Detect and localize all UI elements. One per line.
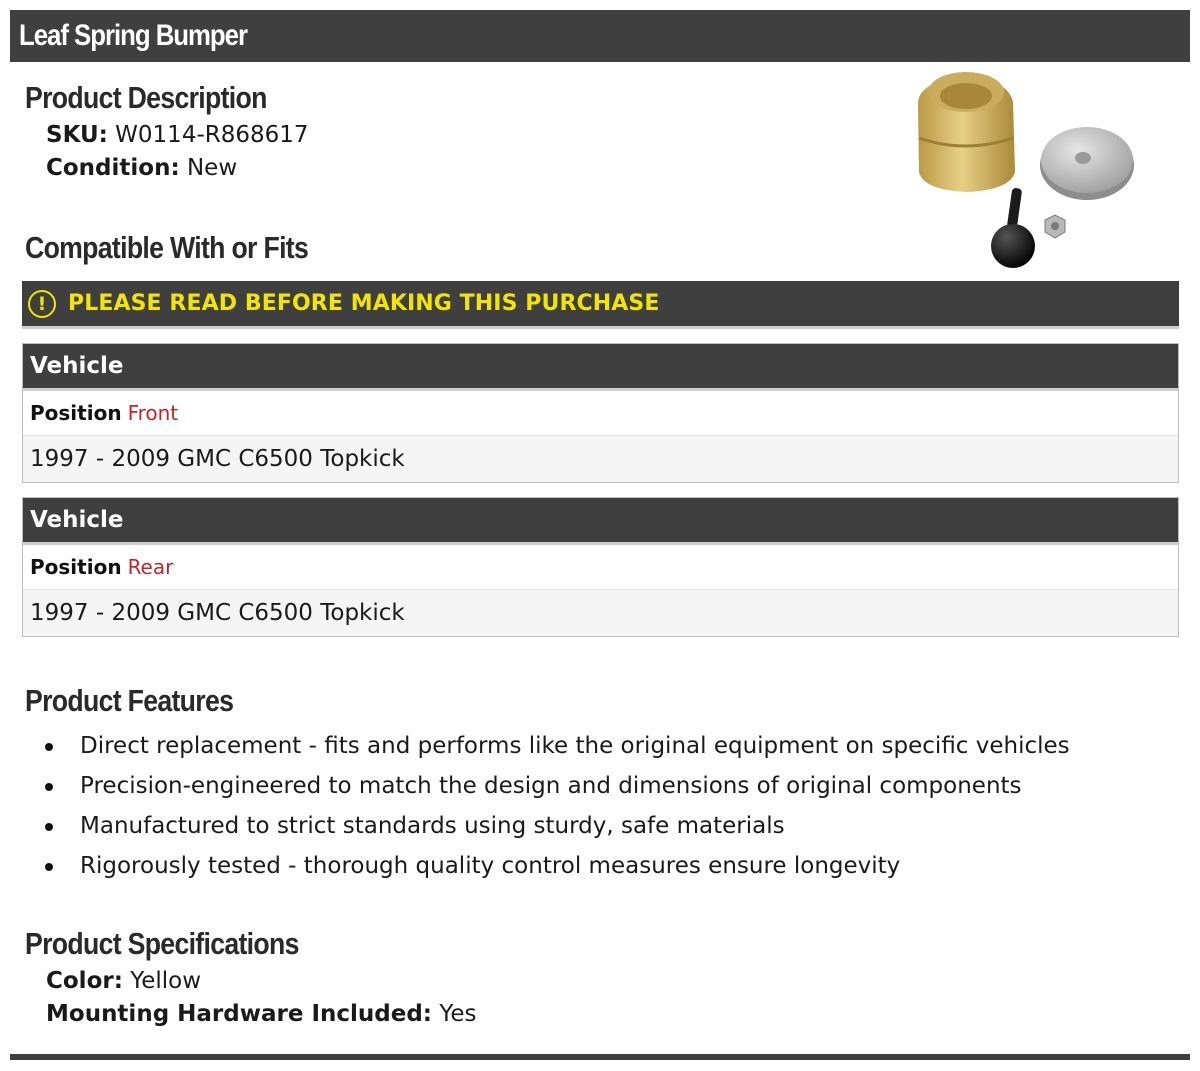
vehicle-header-label: Vehicle [30,353,124,379]
title-bar [10,10,1190,62]
vehicle-row: 1997 - 2009 GMC C6500 Topkick [23,436,1178,482]
condition-label: Condition: [46,155,180,181]
vehicle-table-header [23,344,1178,391]
color-value: Yellow [130,968,202,994]
product-features-heading: Product Features [25,683,234,718]
feature-item: Manufactured to strict standards using sturdy, safe materials [45,806,1070,846]
position-value: Rear [127,555,174,579]
feature-item: Precision-engineered to match the design and dimensions of original components [45,766,1070,806]
vehicle-header-label: Vehicle [30,507,124,533]
product-description-heading: Product Description [25,80,267,115]
feature-item: Rigorously tested - thorough quality control measures ensure longevity [45,846,1070,886]
vehicle-table-rear [22,497,1179,637]
vehicle-row: 1997 - 2009 GMC C6500 Topkick [23,590,1178,636]
condition-line [46,155,237,181]
warning-text: PLEASE READ BEFORE MAKING THIS PURCHASE [68,291,660,316]
sku-label: SKU: [46,122,108,148]
vehicle-table-front [22,343,1179,483]
sku-line [46,122,309,148]
exclamation-circle-icon: ! [28,290,56,318]
product-specifications-heading: Product Specifications [25,926,299,961]
position-row [23,545,1178,590]
feature-item: Direct replacement - fits and performs like the original equipment on specific vehicles [45,726,1070,766]
purchase-warning-bar [22,281,1179,329]
hardware-value: Yes [439,1001,477,1027]
compatible-heading: Compatible With or Fits [25,230,309,265]
position-label: Position [30,401,122,425]
position-label: Position [30,555,122,579]
features-list [45,726,1070,886]
product-image [905,62,1145,272]
hardware-line [46,1001,476,1027]
vehicle-table-header [23,498,1178,545]
color-line [46,968,201,994]
hardware-label: Mounting Hardware Included: [46,1001,433,1027]
position-value: Front [127,401,179,425]
color-label: Color: [46,968,123,994]
page-title: Leaf Spring Bumper [19,19,247,52]
sku-value: W0114-R868617 [115,122,309,148]
position-row [23,391,1178,436]
bottom-divider [10,1054,1190,1060]
condition-value: New [186,155,238,181]
